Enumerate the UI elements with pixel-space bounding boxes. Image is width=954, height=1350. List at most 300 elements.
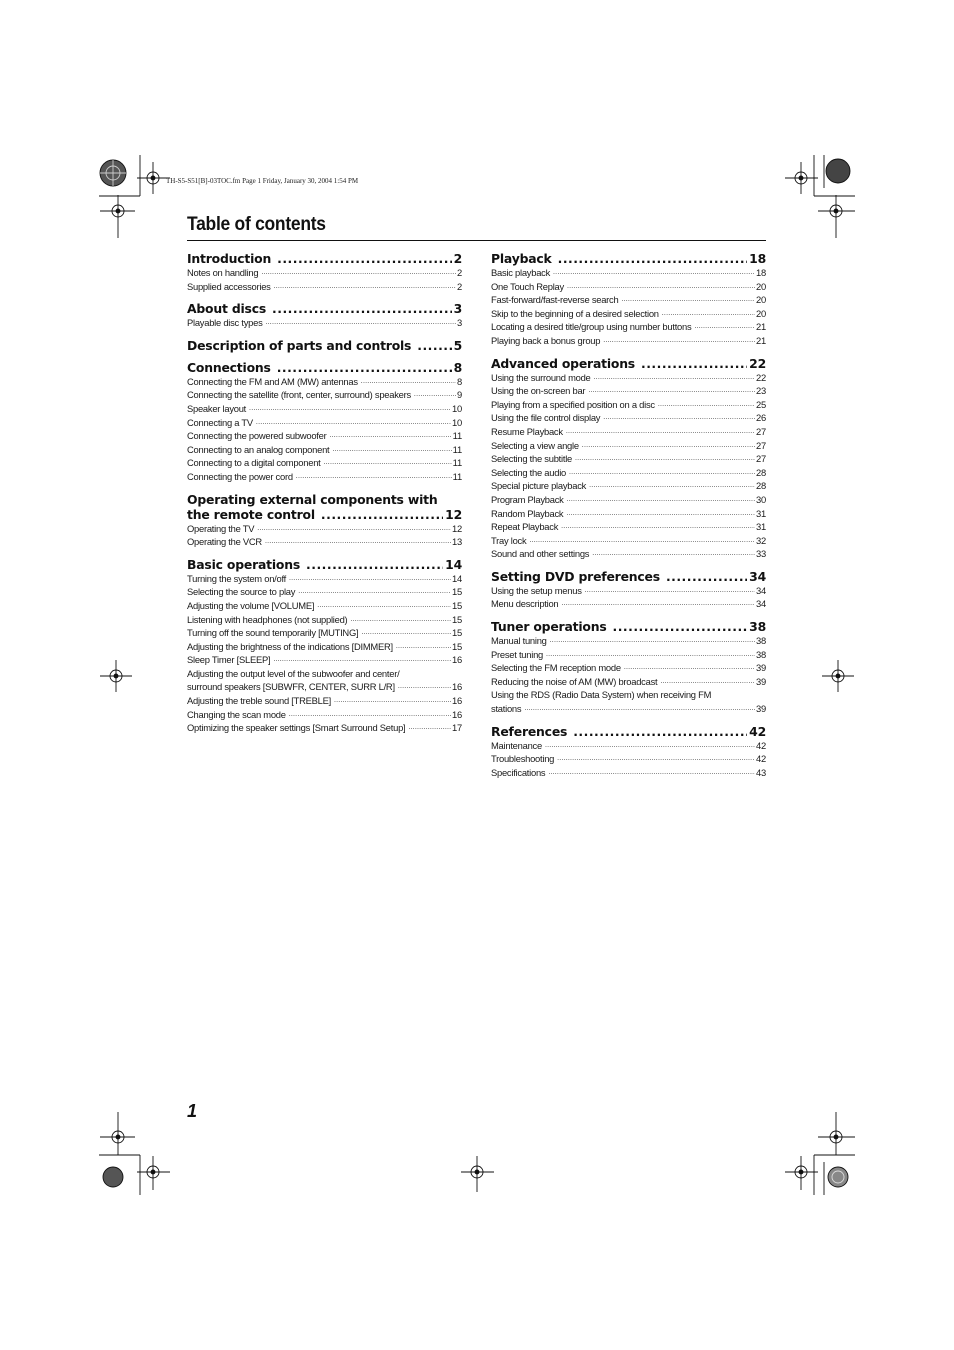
toc-entry-title: Using the surround mode <box>491 371 591 383</box>
dot-leader <box>334 694 451 708</box>
toc-entry[interactable] <box>187 626 462 640</box>
crosshair-icon <box>461 1156 494 1192</box>
dot-leader <box>321 507 443 522</box>
dot-leader <box>274 280 456 294</box>
toc-entry[interactable] <box>491 307 766 321</box>
toc-entry[interactable] <box>491 439 766 453</box>
toc-entry-page: 23 <box>755 385 766 397</box>
toc-entry[interactable] <box>187 640 462 654</box>
dot-leader <box>277 251 451 266</box>
toc-entry-page: 26 <box>755 412 766 424</box>
dot-leader <box>660 675 755 689</box>
crosshair-icon <box>137 1156 170 1190</box>
toc-entry-title: Supplied accessories <box>187 280 271 292</box>
toc-entry-title: Playing back a bonus group <box>491 334 601 346</box>
toc-section-title: Introduction <box>187 251 272 266</box>
toc-entry-title: Fast-forward/fast-reverse search <box>491 294 619 306</box>
toc-entry[interactable] <box>491 766 766 780</box>
toc-entry[interactable] <box>491 320 766 334</box>
toc-section-title: the remote control <box>187 506 315 522</box>
toc-entry-title: Playing from a specified position on a disc <box>491 398 655 410</box>
dot-leader <box>330 429 452 443</box>
toc-entry[interactable] <box>491 597 766 611</box>
toc-entry-page: 38 <box>755 635 766 647</box>
toc-entry-title: Selecting the FM reception mode <box>491 662 621 674</box>
dot-leader <box>603 334 755 348</box>
crosshair-icon <box>822 660 854 692</box>
toc-entry[interactable] <box>187 694 462 708</box>
toc-section-heading[interactable] <box>491 251 766 266</box>
toc-entry-page: 38 <box>755 648 766 660</box>
toc-section <box>491 251 766 348</box>
toc-section-page: 8 <box>453 359 462 375</box>
toc-entry-title: Notes on handling <box>187 267 259 278</box>
toc-entry-title: Maintenance <box>491 739 542 751</box>
dot-leader <box>272 301 452 316</box>
toc-entry-page: 11 <box>452 430 462 442</box>
dot-leader <box>273 653 451 667</box>
toc-entry-title: Random Playback <box>491 507 564 519</box>
toc-entry-title: Connecting a TV <box>187 416 253 428</box>
toc-entry[interactable] <box>187 416 462 430</box>
toc-entry-title: Selecting the source to play <box>187 586 296 598</box>
toc-entry[interactable] <box>491 534 766 548</box>
toc-entry-page: 10 <box>451 416 462 428</box>
toc-section-heading[interactable] <box>491 569 766 584</box>
toc-section-title: References <box>491 723 568 739</box>
toc-entry-page: 27 <box>755 453 766 465</box>
toc-entry-title: Using the on-screen bar <box>491 385 586 397</box>
toc-entry-title: Preset tuning <box>491 648 543 660</box>
toc-entry-page: 27 <box>755 439 766 451</box>
toc-entry-title: Turning off the sound temporarily [MUTING] <box>187 627 359 639</box>
toc-entry-page: 15 <box>451 613 462 625</box>
dot-leader <box>594 371 755 385</box>
toc-entry[interactable] <box>491 411 766 425</box>
dot-leader <box>265 535 451 549</box>
toc-entry-page: 15 <box>451 640 462 652</box>
toc-entry-title: Selecting a view angle <box>491 439 579 451</box>
dot-leader <box>529 534 755 548</box>
toc-entry-title: Selecting the subtitle <box>491 453 573 465</box>
dot-leader <box>396 640 451 654</box>
toc-section-title: Playback <box>491 251 552 266</box>
toc-section-heading[interactable] <box>491 356 766 371</box>
toc-section-heading[interactable] <box>491 724 766 739</box>
toc-entry[interactable] <box>187 708 462 722</box>
dot-leader <box>548 766 755 780</box>
toc-entry-title: One Touch Replay <box>491 280 564 292</box>
dot-leader <box>613 619 748 634</box>
toc-section <box>491 619 766 716</box>
toc-entry[interactable] <box>187 470 462 484</box>
dot-leader <box>408 721 451 735</box>
toc-entry-page: 21 <box>755 321 766 333</box>
toc-entry[interactable] <box>187 572 462 586</box>
toc-entry-title: Locating a desired title/group using number buttons <box>491 321 692 333</box>
toc-entry[interactable] <box>491 520 766 534</box>
toc-entry-title: Turning the system on/off <box>187 572 287 584</box>
toc-entry[interactable] <box>491 752 766 766</box>
dot-leader <box>289 572 451 586</box>
toc-entry-title: Manual tuning <box>491 635 547 647</box>
toc-entry[interactable] <box>187 522 462 536</box>
toc-section-title: Description of parts and controls <box>187 337 412 353</box>
toc-entry-title: Connecting the FM and AM (MW) antennas <box>187 375 358 387</box>
crosshair-icon <box>100 195 135 238</box>
toc-entry-page: 31 <box>755 521 766 533</box>
dot-leader <box>561 597 755 611</box>
dot-leader <box>361 626 451 640</box>
toc-entries <box>491 584 766 611</box>
toc-entry-title: Program Playback <box>491 493 564 505</box>
toc-entry-title: Connecting to an analog component <box>187 443 330 455</box>
toc-entry-title: Using the file control display <box>491 412 601 424</box>
toc-left-column <box>187 251 462 743</box>
dot-leader <box>266 316 456 330</box>
dot-leader <box>296 470 452 484</box>
toc-entry-page: 2 <box>456 280 462 292</box>
crosshair-icon <box>818 195 855 238</box>
dot-leader <box>569 466 755 480</box>
toc-entry-title: Specifications <box>491 766 546 778</box>
toc-entry-page: 13 <box>451 536 462 548</box>
toc-entry-page: 21 <box>755 334 766 346</box>
toc-section-title: Tuner operations <box>491 619 607 635</box>
dot-leader <box>332 443 451 457</box>
dot-leader <box>658 398 755 412</box>
toc-section-title: Advanced operations <box>491 355 635 371</box>
toc-entry-page: 42 <box>755 753 766 765</box>
toc-entry-title: Troubleshooting <box>491 753 555 765</box>
toc-entry[interactable] <box>187 535 462 549</box>
toc-entries <box>187 572 462 735</box>
toc-section-page: 14 <box>445 556 462 572</box>
toc-section-heading[interactable] <box>187 251 462 266</box>
toc-entry-page: 16 <box>451 708 462 720</box>
toc-entry[interactable] <box>187 429 462 443</box>
crosshair-icon <box>826 159 850 183</box>
toc-entry-title: Connecting the satellite (front, center, surround) speakers <box>187 389 411 401</box>
toc-entry-title: Adjusting the volume [VOLUME] <box>187 599 315 611</box>
toc-entry-page: 27 <box>755 425 766 437</box>
toc-entry-title: surround speakers [SUBWFR, CENTER, SURR L/R] <box>187 681 395 693</box>
dot-leader <box>546 648 755 662</box>
toc-entry-page: 16 <box>451 654 462 666</box>
toc-entry-page: 10 <box>451 402 462 414</box>
toc-entry-title: Menu description <box>491 598 559 610</box>
crosshair-icon <box>100 660 132 692</box>
toc-entry-page: 30 <box>755 493 766 505</box>
toc-section-page: 22 <box>749 355 766 371</box>
toc-entry-page: 12 <box>451 522 462 534</box>
toc-section-page: 34 <box>749 568 766 584</box>
toc-entry[interactable] <box>187 456 462 470</box>
toc-entry[interactable] <box>491 293 766 307</box>
page-number: 1 <box>187 1101 198 1121</box>
toc-entry-page: 34 <box>755 598 766 610</box>
toc-section-heading[interactable] <box>491 619 766 634</box>
toc-entry[interactable] <box>187 443 462 457</box>
toc-entry[interactable] <box>491 675 766 689</box>
toc-entry-page: 25 <box>755 398 766 410</box>
toc-entry[interactable] <box>187 402 462 416</box>
toc-entry-page: 8 <box>456 375 462 387</box>
dot-leader <box>694 320 755 334</box>
dot-leader <box>289 708 451 722</box>
toc-entry[interactable] <box>187 721 462 735</box>
toc-entry[interactable] <box>187 388 462 402</box>
dot-leader <box>558 251 748 266</box>
toc-entry-title: Tray lock <box>491 534 527 546</box>
toc-entry-page: 34 <box>755 584 766 596</box>
toc-entry[interactable] <box>491 371 766 385</box>
toc-entries <box>187 266 462 293</box>
dot-leader <box>589 479 755 493</box>
toc-entry[interactable] <box>187 375 462 389</box>
dot-leader <box>567 493 755 507</box>
toc-entry[interactable] <box>491 479 766 493</box>
toc-entry-title: Repeat Playback <box>491 521 559 533</box>
toc-entry[interactable] <box>187 613 462 627</box>
toc-entry[interactable] <box>491 452 766 466</box>
toc-entry[interactable] <box>491 739 766 753</box>
toc-entry-line: Adjusting the output level of the subwoofer and center/ <box>187 667 400 679</box>
toc-entry-title: Connecting the powered subwoofer <box>187 430 327 442</box>
toc-entry[interactable] <box>491 661 766 675</box>
toc-entries <box>491 371 766 561</box>
toc-entry-page: 39 <box>755 703 766 715</box>
toc-entry-title: Selecting the audio <box>491 466 566 478</box>
toc-entry[interactable] <box>491 384 766 398</box>
crosshair-icon <box>100 160 126 186</box>
toc-section-heading[interactable] <box>187 338 462 353</box>
toc-entries <box>491 634 766 716</box>
toc-entry-page: 14 <box>451 572 462 584</box>
toc-section-page: 18 <box>749 251 766 266</box>
dot-leader <box>298 585 451 599</box>
dot-leader <box>641 356 747 371</box>
toc-entry-page: 20 <box>755 294 766 306</box>
dot-leader <box>361 375 456 389</box>
toc-entry-page: 17 <box>451 722 462 734</box>
dot-leader <box>249 402 451 416</box>
toc-section-page: 2 <box>453 251 462 266</box>
toc-section <box>187 360 462 484</box>
page-title: Table of contents <box>187 214 326 235</box>
toc-entry-page: 28 <box>755 480 766 492</box>
toc-entry[interactable] <box>491 702 766 716</box>
toc-entry-title: Connecting the power cord <box>187 470 293 482</box>
toc-section <box>187 492 462 549</box>
toc-entry[interactable] <box>187 280 462 294</box>
toc-section-title: Connections <box>187 359 271 375</box>
dot-leader <box>603 411 755 425</box>
toc-entry[interactable] <box>491 634 766 648</box>
toc-section-page: 42 <box>749 723 766 739</box>
toc-section-page: 38 <box>749 619 766 635</box>
toc-section <box>187 251 462 293</box>
toc-entry[interactable] <box>187 680 462 694</box>
toc-entry[interactable] <box>491 584 766 598</box>
dot-leader <box>621 293 755 307</box>
toc-entry-page: 31 <box>755 507 766 519</box>
toc-entry-title: Reducing the noise of AM (MW) broadcast <box>491 675 658 687</box>
toc-entry-title: Connecting to a digital component <box>187 457 321 469</box>
toc-section-page: 3 <box>453 301 462 317</box>
dot-leader <box>662 307 755 321</box>
file-info-header: TH-S5-S51[B]-03TOC.fm Page 1 Friday, January 30, 2004 1:54 PM <box>166 177 359 185</box>
dot-leader <box>582 439 755 453</box>
dot-leader <box>567 280 755 294</box>
dot-leader <box>566 425 755 439</box>
toc-entry-page: 15 <box>451 599 462 611</box>
toc-entry-title: Adjusting the brightness of the indications [DIMMER] <box>187 640 393 652</box>
toc-section <box>491 569 766 611</box>
dot-leader <box>624 661 755 675</box>
dot-leader <box>666 569 747 584</box>
crosshair-icon <box>103 1167 123 1187</box>
toc-section-page: 5 <box>453 337 462 353</box>
crosshair-icon <box>785 1156 818 1190</box>
toc-entry-page: 20 <box>755 280 766 292</box>
toc-entry-page: 16 <box>451 695 462 707</box>
toc-entry-page: 11 <box>452 457 462 469</box>
toc-entry[interactable] <box>491 280 766 294</box>
toc-entry-page: 16 <box>451 681 462 693</box>
toc-section-title: Basic operations <box>187 556 301 572</box>
dot-leader <box>398 680 451 694</box>
toc-entry[interactable] <box>491 493 766 507</box>
dot-leader <box>553 266 755 280</box>
toc-entry[interactable] <box>491 266 766 280</box>
dot-leader <box>557 752 755 766</box>
dot-leader <box>524 702 755 716</box>
toc-entry-title: Sleep Timer [SLEEP] <box>187 654 271 666</box>
toc-section-heading[interactable] <box>187 557 462 572</box>
toc-entry-page: 18 <box>755 267 766 278</box>
toc-entry-title: Changing the scan mode <box>187 708 286 720</box>
toc-entry[interactable] <box>491 466 766 480</box>
dot-leader <box>585 584 755 598</box>
toc-entry-page: 43 <box>755 766 766 778</box>
dot-leader <box>277 360 452 375</box>
toc-entry-page: 39 <box>755 675 766 687</box>
toc-entry[interactable] <box>491 507 766 521</box>
toc-section-title: About discs <box>187 301 267 317</box>
crosshair-icon <box>828 1167 848 1187</box>
toc-section-heading[interactable] <box>187 301 462 316</box>
toc-entry[interactable] <box>491 425 766 439</box>
toc-entry-page: 39 <box>755 662 766 674</box>
toc-entry-title: Adjusting the treble sound [TREBLE] <box>187 695 331 707</box>
toc-entry[interactable] <box>491 648 766 662</box>
dot-leader <box>561 520 755 534</box>
dot-leader <box>261 266 456 280</box>
toc-entries <box>187 522 462 549</box>
toc-entry-title: stations <box>491 703 522 715</box>
toc-section-heading[interactable] <box>187 360 462 375</box>
toc-entry[interactable] <box>491 398 766 412</box>
toc-entry-page: 20 <box>755 307 766 319</box>
toc-entry-page: 32 <box>755 534 766 546</box>
toc-section <box>187 338 462 353</box>
toc-entry-title: Sound and other settings <box>491 548 590 560</box>
toc-section <box>187 557 462 735</box>
toc-entry[interactable] <box>187 266 462 280</box>
toc-entry-title: Special picture playback <box>491 480 587 492</box>
dot-leader <box>588 384 755 398</box>
toc-entry-title: Listening with headphones (not supplied) <box>187 613 348 625</box>
dot-leader <box>306 557 443 572</box>
toc-section <box>187 301 462 330</box>
dot-leader <box>324 456 452 470</box>
dot-leader <box>256 416 451 430</box>
toc-right-column <box>491 251 766 787</box>
crosshair-icon <box>818 1112 855 1155</box>
toc-entries <box>491 266 766 348</box>
dot-leader <box>350 613 451 627</box>
toc-entry[interactable] <box>187 653 462 667</box>
toc-entries <box>187 316 462 330</box>
toc-entry[interactable] <box>187 599 462 613</box>
crosshair-icon <box>785 162 818 194</box>
toc-entry-page: 15 <box>451 627 462 639</box>
toc-entries <box>187 375 462 484</box>
toc-entry-page: 28 <box>755 466 766 478</box>
dot-leader <box>566 507 755 521</box>
dot-leader <box>545 739 755 753</box>
toc-entry-page: 22 <box>755 371 766 383</box>
dot-leader <box>575 452 755 466</box>
toc-section-title-line: Operating external components with <box>187 491 438 507</box>
toc-entry-title: Operating the TV <box>187 522 255 534</box>
dot-leader <box>573 724 747 739</box>
title-divider <box>187 240 766 241</box>
toc-entry-title: Using the setup menus <box>491 584 582 596</box>
crosshair-icon <box>100 1112 135 1155</box>
toc-entry[interactable] <box>491 334 766 348</box>
toc-entry-title: Operating the VCR <box>187 536 262 548</box>
toc-entry-title: Basic playback <box>491 267 551 278</box>
dot-leader <box>550 634 755 648</box>
toc-entry-line: Using the RDS (Radio Data System) when receiving FM <box>491 689 712 701</box>
dot-leader <box>592 547 755 561</box>
toc-section-heading[interactable] <box>187 507 462 522</box>
dot-leader <box>257 522 451 536</box>
toc-section <box>491 356 766 561</box>
toc-entry[interactable] <box>491 547 766 561</box>
toc-entry-page: 3 <box>456 317 462 329</box>
toc-section <box>491 724 766 780</box>
toc-section-page: 12 <box>445 506 462 522</box>
toc-entry-page: 42 <box>755 739 766 751</box>
toc-entry-title: Optimizing the speaker settings [Smart Surround Setup] <box>187 722 406 734</box>
toc-entry-page: 15 <box>451 586 462 598</box>
toc-entry-page: 11 <box>452 443 462 455</box>
toc-entry[interactable] <box>187 585 462 599</box>
toc-section-title: Setting DVD preferences <box>491 568 660 584</box>
dot-leader <box>414 388 456 402</box>
toc-entry-page: 2 <box>456 267 462 278</box>
toc-entry-title: Playable disc types <box>187 317 263 329</box>
toc-entries <box>491 739 766 780</box>
toc-entry-title: Skip to the beginning of a desired selection <box>491 307 659 319</box>
toc-entry-title: Speaker layout <box>187 402 247 414</box>
toc-entry[interactable] <box>187 316 462 330</box>
toc-entry-page: 33 <box>755 548 766 560</box>
toc-entry-page: 11 <box>452 470 462 482</box>
